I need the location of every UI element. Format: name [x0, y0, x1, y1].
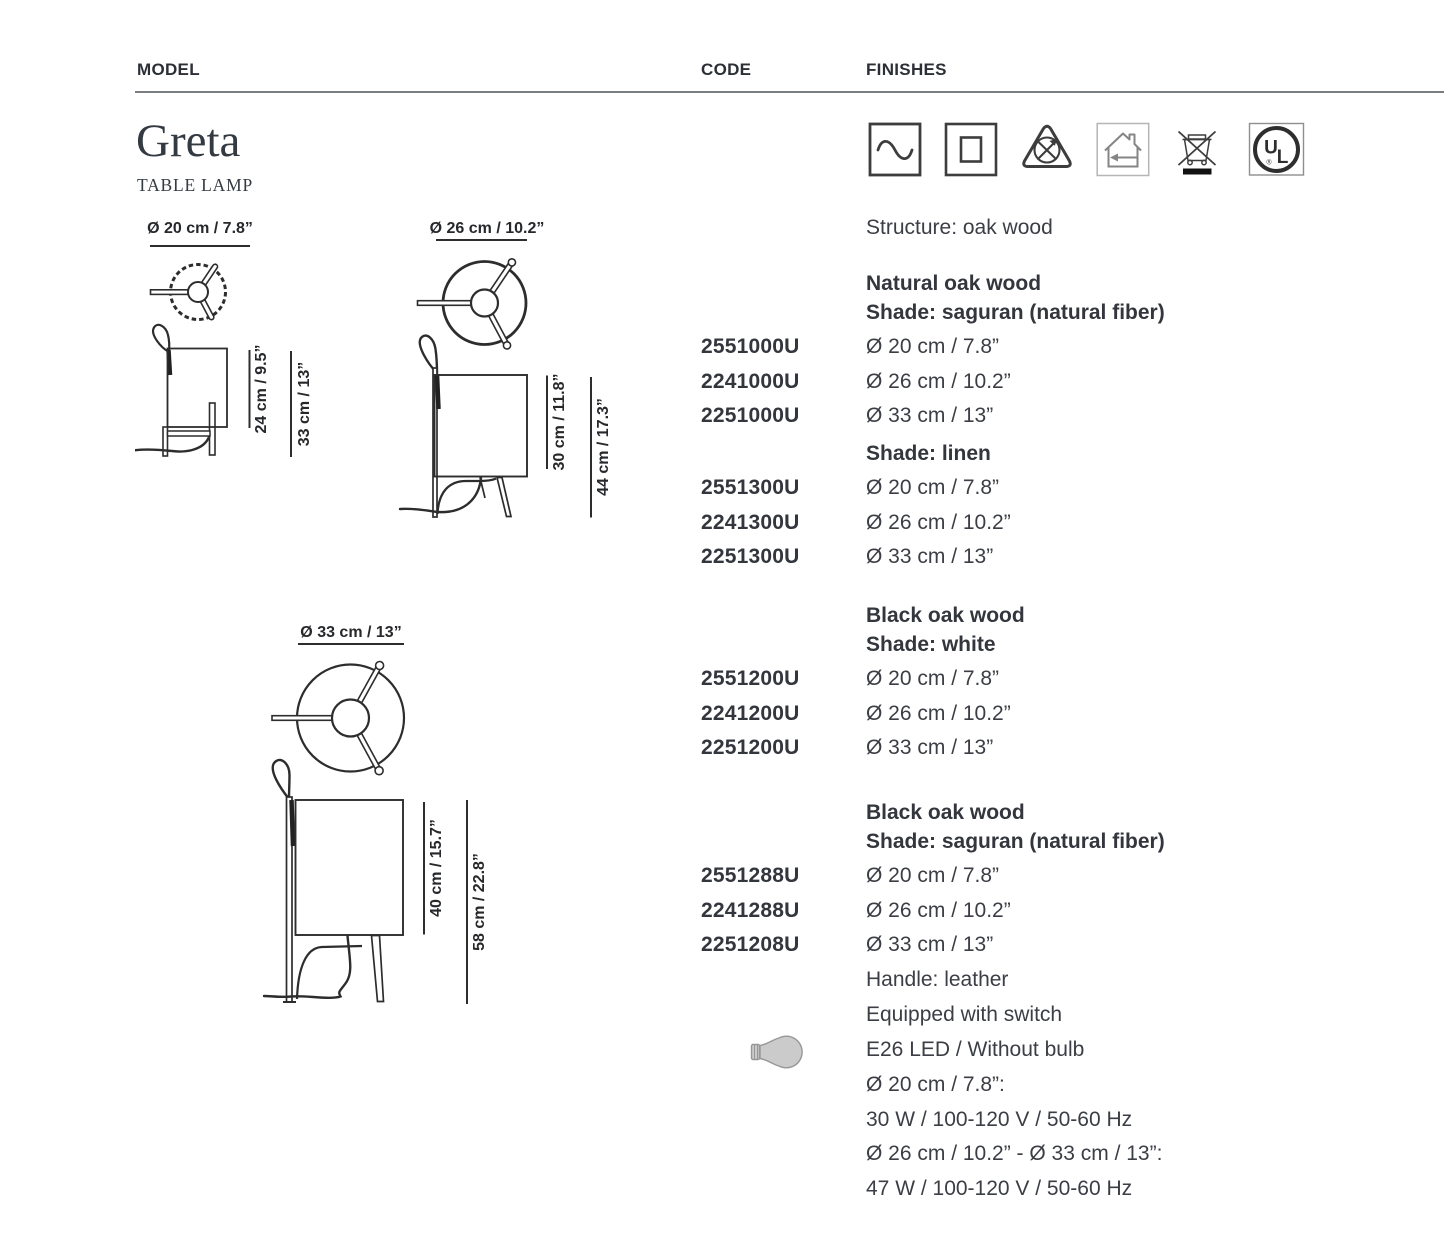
note-line: E26 LED / Without bulb — [866, 1037, 1085, 1061]
product-size: Ø 26 cm / 10.2” — [866, 369, 1011, 393]
product-code: 2551000U — [701, 334, 800, 358]
lamp-top-view — [272, 662, 404, 775]
product-size: Ø 20 cm / 7.8” — [866, 863, 1000, 887]
product-code: 2251000U — [701, 404, 800, 428]
section-heading-line: Shade: linen — [866, 442, 991, 465]
product-code: 2241200U — [701, 701, 800, 725]
product-code: 2241300U — [701, 510, 800, 534]
product-code: 2551288U — [701, 863, 800, 887]
product-size: Ø 26 cm / 10.2” — [866, 510, 1011, 534]
table-row — [701, 893, 1381, 928]
table-row — [701, 696, 1381, 731]
table-row — [701, 399, 1381, 434]
table-row — [701, 364, 1381, 399]
dimension-label-total: 58 cm / 22.8” — [471, 853, 488, 951]
product-code: 2241288U — [701, 898, 800, 922]
diameter-label: Ø 26 cm / 10.2” — [429, 220, 545, 237]
table-row — [701, 731, 1381, 766]
weee-crossed-bin-icon — [1172, 122, 1226, 177]
note-line: Ø 26 cm / 10.2” - Ø 33 cm / 13”: — [866, 1142, 1163, 1166]
column-header-code: CODE — [701, 60, 752, 79]
diameter-label: Ø 20 cm / 7.8” — [147, 220, 253, 237]
column-header-finishes: FINISHES — [866, 60, 947, 79]
product-size: Ø 26 cm / 10.2” — [866, 898, 1011, 922]
structure-note: Structure: oak wood — [866, 216, 1053, 239]
table-row — [701, 662, 1381, 697]
bulb-icon — [749, 1033, 813, 1077]
section-heading-line: Shade: white — [866, 633, 996, 656]
product-size: Ø 20 cm / 7.8” — [866, 475, 1000, 499]
lamp-top-view — [418, 259, 527, 349]
class-ii-insulation-icon — [944, 122, 998, 177]
product-size: Ø 33 cm / 13” — [866, 404, 994, 428]
finish-section-linen — [701, 439, 1381, 575]
lamp-side-view — [135, 325, 227, 456]
technical-notes — [701, 963, 1381, 1207]
product-size: Ø 20 cm / 7.8” — [866, 666, 1000, 690]
table-row — [701, 471, 1381, 506]
note-line: Equipped with switch — [866, 1003, 1063, 1027]
product-code: 2551200U — [701, 666, 800, 690]
section-heading-line: Shade: saguran (natural fiber) — [866, 301, 1165, 324]
section-heading-line: Black oak wood — [866, 801, 1025, 824]
dimension-label-total: 33 cm / 13” — [296, 361, 313, 447]
table-row — [701, 928, 1381, 963]
header-rule — [135, 91, 1444, 93]
dimension-label-total: 44 cm / 17.3” — [595, 398, 612, 496]
drawing-33cm — [230, 600, 560, 1030]
product-type: TABLE LAMP — [137, 175, 253, 195]
product-size: Ø 26 cm / 10.2” — [866, 701, 1011, 725]
ul-letter-l: L — [1276, 147, 1289, 168]
note-line: 30 W / 100-120 V / 50-60 Hz — [866, 1107, 1133, 1131]
finishes-icons-row — [868, 122, 1305, 177]
ul-registered-mark: ® — [1266, 159, 1272, 167]
product-code: 2251200U — [701, 736, 800, 760]
product-code: 2251300U — [701, 545, 800, 569]
diameter-label: Ø 33 cm / 13” — [300, 624, 402, 641]
dimension-label-shade: 24 cm / 9.5” — [253, 344, 270, 434]
product-code: 2241000U — [701, 369, 800, 393]
column-header-model: MODEL — [137, 60, 200, 79]
product-size: Ø 20 cm / 7.8” — [866, 334, 1000, 358]
drawing-20cm — [135, 210, 320, 470]
product-code: 2251208U — [701, 933, 800, 957]
lamp-side-view — [264, 760, 403, 1002]
product-name: Greta — [136, 115, 241, 167]
table-row — [701, 330, 1381, 365]
section-heading-line: Natural oak wood — [866, 272, 1042, 295]
indoor-use-house-arrow-icon — [1096, 122, 1150, 177]
lamp-top-view — [151, 263, 226, 320]
ac-power-icon — [868, 122, 922, 177]
finish-section-black-saguran — [701, 798, 1381, 963]
note-line: 47 W / 100-120 V / 50-60 Hz — [866, 1177, 1133, 1201]
note-line: Ø 20 cm / 7.8”: — [866, 1072, 1005, 1096]
table-row — [701, 859, 1381, 894]
note-line: Handle: leather — [866, 968, 1009, 992]
product-size: Ø 33 cm / 13” — [866, 736, 994, 760]
section-heading-line: Shade: saguran (natural fiber) — [866, 830, 1165, 853]
table-row — [701, 505, 1381, 540]
crossed-circle-triangle-icon — [1020, 122, 1074, 177]
ul-listed-icon — [1248, 122, 1305, 177]
drawing-26cm — [395, 200, 685, 560]
ul-letter-u: U — [1264, 137, 1278, 159]
table-row — [701, 540, 1381, 575]
product-code: 2551300U — [701, 475, 800, 499]
product-size: Ø 33 cm / 13” — [866, 933, 994, 957]
finish-section-black-white — [701, 601, 1381, 766]
finish-section-natural-saguran — [701, 269, 1381, 434]
dimension-label-shade: 30 cm / 11.8” — [551, 373, 568, 471]
lamp-side-view — [400, 336, 527, 517]
section-heading-line: Black oak wood — [866, 604, 1025, 627]
dimension-label-shade: 40 cm / 15.7” — [428, 819, 445, 917]
product-size: Ø 33 cm / 13” — [866, 545, 994, 569]
